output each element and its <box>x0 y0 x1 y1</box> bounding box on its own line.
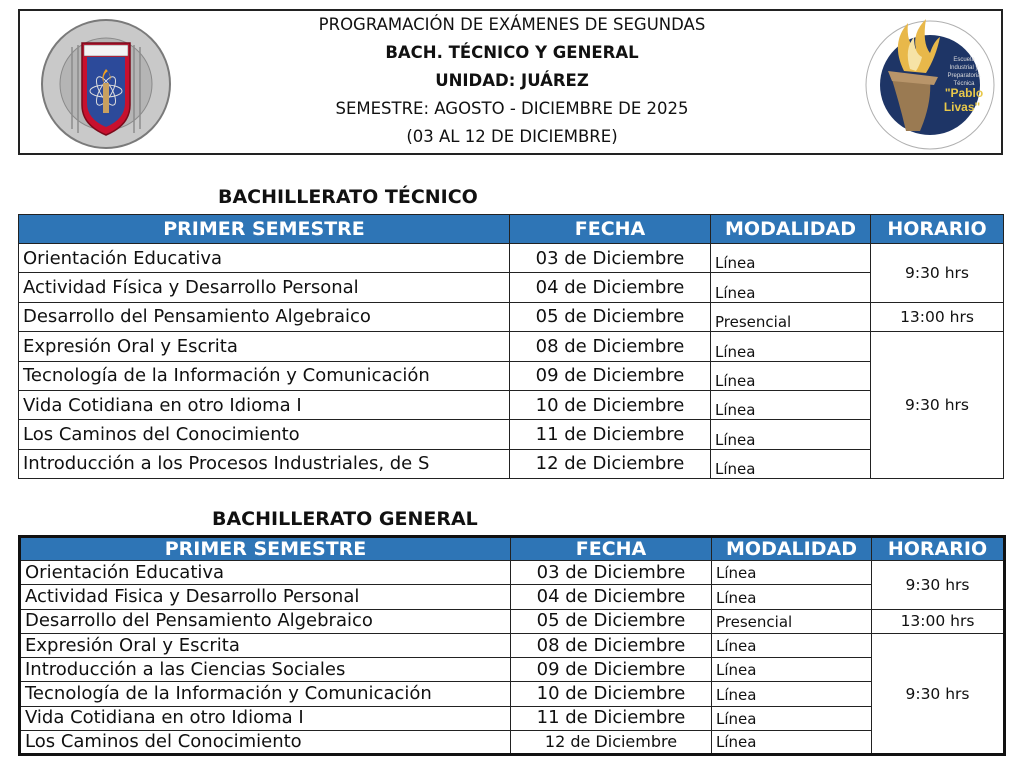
table-header-row <box>19 215 1004 244</box>
mode-cell: Presencial <box>711 302 871 331</box>
mode-cell: Línea <box>712 731 872 755</box>
table-row <box>19 449 1004 478</box>
table-row <box>19 361 1004 390</box>
time-cell: 9:30 hrs <box>872 633 1005 754</box>
subject-cell: Los Caminos del Conocimiento <box>20 731 511 755</box>
mode-cell: Línea <box>712 706 872 730</box>
date-cell: 11 de Diciembre <box>510 420 711 449</box>
schedule-table-tecnico <box>18 214 1004 479</box>
table-row <box>19 332 1004 361</box>
subject-cell: Tecnología de la Información y Comunicación <box>20 682 511 706</box>
table-row <box>19 302 1004 331</box>
date-cell: 04 de Diciembre <box>510 273 711 302</box>
mode-cell: Línea <box>711 420 871 449</box>
table-row <box>20 609 1005 633</box>
date-cell: 10 de Diciembre <box>510 390 711 419</box>
subject-cell: Orientación Educativa <box>19 244 510 273</box>
uanl-shield-logo-icon <box>32 17 180 151</box>
subject-cell: Expresión Oral y Escrita <box>19 332 510 361</box>
subject-cell: Actividad Fisica y Desarrollo Personal <box>20 585 511 609</box>
date-cell: 12 de Diciembre <box>511 731 712 755</box>
table-row <box>19 420 1004 449</box>
svg-text:Escuela: Escuela <box>953 57 975 63</box>
subject-cell: Vida Cotidiana en otro Idioma I <box>20 706 511 730</box>
table-row <box>20 633 1005 657</box>
header-semester: SEMESTRE: AGOSTO - DICIEMBRE DE 2025 <box>335 99 689 118</box>
subject-cell: Desarrollo del Pensamiento Algebraico <box>19 302 510 331</box>
torch-logo-icon <box>860 13 1000 153</box>
subject-cell: Los Caminos del Conocimiento <box>19 420 510 449</box>
mode-cell: Presencial <box>712 609 872 633</box>
table-row <box>20 658 1005 682</box>
section-title-general: BACHILLERATO GENERAL <box>212 508 478 530</box>
date-cell: 11 de Diciembre <box>511 706 712 730</box>
time-cell: 9:30 hrs <box>871 332 1004 479</box>
mode-cell: Línea <box>711 361 871 390</box>
section-title-tecnico: BACHILLERATO TÉCNICO <box>218 186 478 208</box>
document-header <box>18 9 1003 155</box>
mode-cell: Línea <box>711 244 871 273</box>
column-header-time: HORARIO <box>871 215 1004 244</box>
date-cell: 10 de Diciembre <box>511 682 712 706</box>
mode-cell: Línea <box>712 585 872 609</box>
date-cell: 09 de Diciembre <box>510 361 711 390</box>
schedule-table-general <box>18 535 1006 756</box>
column-header-mode: MODALIDAD <box>711 215 871 244</box>
table-row <box>19 273 1004 302</box>
subject-cell: Vida Cotidiana en otro Idioma I <box>19 390 510 419</box>
svg-text:Livas": Livas" <box>943 100 981 114</box>
date-cell: 05 de Diciembre <box>511 609 712 633</box>
column-header-mode: MODALIDAD <box>712 537 872 561</box>
time-cell: 9:30 hrs <box>871 244 1004 303</box>
table-row <box>20 706 1005 730</box>
time-cell: 9:30 hrs <box>872 561 1005 610</box>
header-title: PROGRAMACIÓN DE EXÁMENES DE SEGUNDAS <box>318 15 706 34</box>
table-row <box>20 561 1005 585</box>
mode-cell: Línea <box>711 332 871 361</box>
mode-cell: Línea <box>711 273 871 302</box>
svg-text:"Pablo: "Pablo <box>944 86 984 100</box>
date-cell: 03 de Diciembre <box>510 244 711 273</box>
time-cell: 13:00 hrs <box>872 609 1005 633</box>
header-unit: UNIDAD: JUÁREZ <box>435 71 589 90</box>
mode-cell: Línea <box>712 633 872 657</box>
subject-cell: Introducción a los Procesos Industriales, de S <box>19 449 510 478</box>
table-row <box>20 731 1005 755</box>
mode-cell: Línea <box>712 682 872 706</box>
mode-cell: Línea <box>712 561 872 585</box>
svg-text:Industrial y: Industrial y <box>949 65 979 71</box>
header-date-range: (03 AL 12 DE DICIEMBRE) <box>406 127 618 146</box>
table-row <box>20 682 1005 706</box>
mode-cell: Línea <box>712 658 872 682</box>
date-cell: 09 de Diciembre <box>511 658 712 682</box>
subject-cell: Actividad Física y Desarrollo Personal <box>19 273 510 302</box>
subject-cell: Introducción a las Ciencias Sociales <box>20 658 511 682</box>
time-cell: 13:00 hrs <box>871 302 1004 331</box>
column-header-date: FECHA <box>510 215 711 244</box>
column-header-subject: PRIMER SEMESTRE <box>19 215 510 244</box>
column-header-subject: PRIMER SEMESTRE <box>20 537 511 561</box>
column-header-date: FECHA <box>511 537 712 561</box>
subject-cell: Desarrollo del Pensamiento Algebraico <box>20 609 511 633</box>
subject-cell: Expresión Oral y Escrita <box>20 633 511 657</box>
date-cell: 05 de Diciembre <box>510 302 711 331</box>
table-row <box>19 244 1004 273</box>
subject-cell: Orientación Educativa <box>20 561 511 585</box>
table-row <box>20 585 1005 609</box>
date-cell: 08 de Diciembre <box>510 332 711 361</box>
mode-cell: Línea <box>711 390 871 419</box>
date-cell: 04 de Diciembre <box>511 585 712 609</box>
date-cell: 08 de Diciembre <box>511 633 712 657</box>
header-text-block <box>270 11 754 151</box>
table-header-row <box>20 537 1005 561</box>
date-cell: 03 de Diciembre <box>511 561 712 585</box>
mode-cell: Línea <box>711 449 871 478</box>
subject-cell: Tecnología de la Información y Comunicación <box>19 361 510 390</box>
date-cell: 12 de Diciembre <box>510 449 711 478</box>
column-header-time: HORARIO <box>872 537 1005 561</box>
svg-text:Preparatoria: Preparatoria <box>947 73 981 79</box>
svg-text:Técnica: Técnica <box>953 81 975 87</box>
header-subtitle: BACH. TÉCNICO Y GENERAL <box>385 43 639 62</box>
table-row <box>19 390 1004 419</box>
